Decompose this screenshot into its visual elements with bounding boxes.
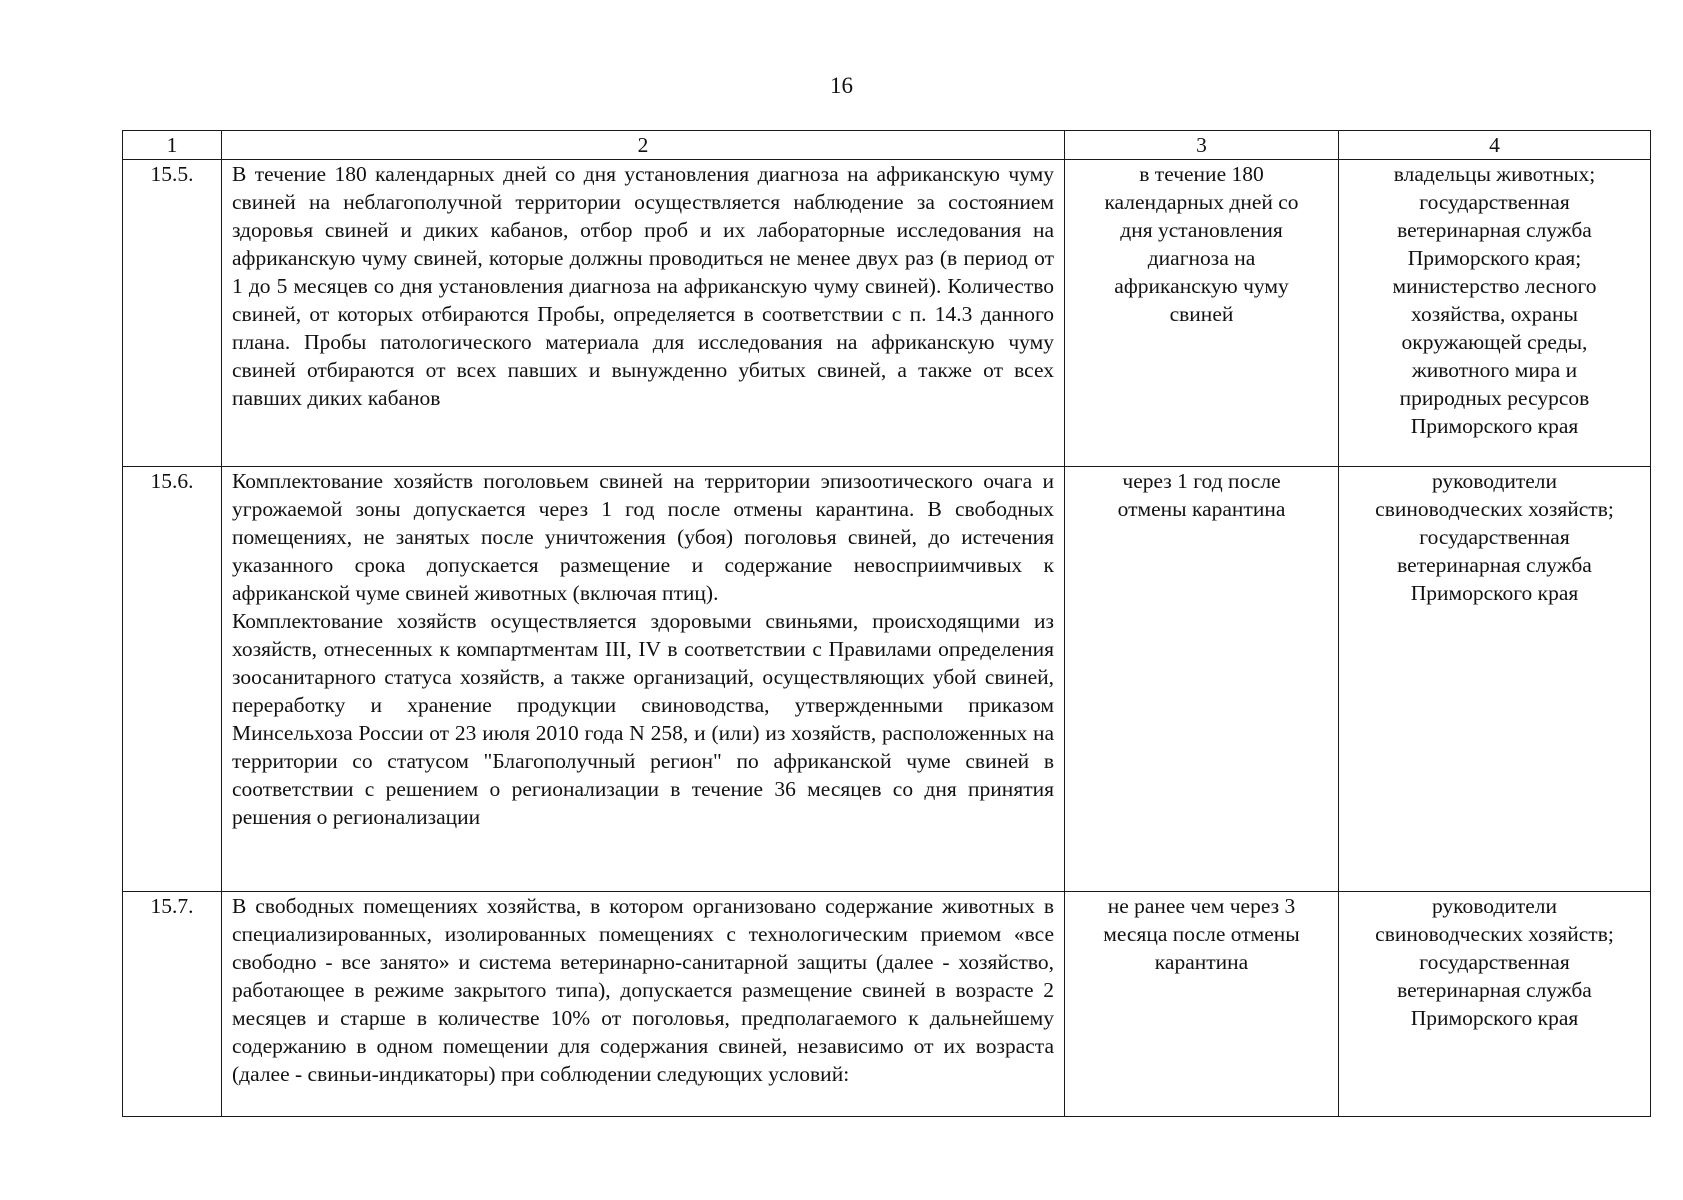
description-paragraph: В течение 180 календарных дней со дня установления диагноза на африканскую чуму свиней на неблагополучной территории осуществляется наблюдение за состоянием здоровья свиней и диких кабанов, отбор проб и их лабораторные исследования на африканскую чуму свиней, которые должны проводиться не менее двух раз (в период от 1 до 5 месяцев со дня установления диагноза на африканскую чуму свиней). Количество свиней, от которых отбираются Пробы, определяется в соответствии с п. 14.3 данного плана. Пробы патологического материала для исследования на африканскую чуму свиней отбираются от всех павших и вынужденно убитых свиней, а также от всех павших диких кабанов	[232, 162, 1054, 410]
term-line: африканскую чуму	[1114, 274, 1289, 298]
term-line: через 1 год после	[1122, 469, 1281, 493]
responsible-line: руководители	[1431, 469, 1558, 493]
measure-description	[222, 892, 1065, 1117]
column-header-1: 1	[123, 131, 222, 160]
responsible-line: Приморского края	[1410, 1006, 1579, 1030]
responsible-line: Приморского края	[1410, 414, 1579, 438]
responsible-parties	[1339, 892, 1651, 1117]
column-header-2: 2	[222, 131, 1065, 160]
responsible-line: государственная	[1419, 950, 1570, 974]
column-header-4: 4	[1339, 131, 1651, 160]
responsible-line: ветеринарная служба	[1397, 218, 1592, 242]
responsible-line: животного мира и	[1411, 358, 1578, 382]
responsible-line: владельцы животных;	[1393, 162, 1596, 186]
responsible-line: природных ресурсов	[1399, 386, 1590, 410]
row-number: 15.5.	[123, 160, 222, 467]
measures-table	[122, 130, 1651, 1117]
responsible-line: Приморского края	[1410, 581, 1579, 605]
description-paragraph: Комплектование хозяйств осуществляется здоровыми свиньями, происходящими из хозяйств, отнесенных к компартментам III, IV в соответствии с Правилами определения зоосанитарного статуса хозяйств, а также организаций, осуществляющих убой свиней, переработку и хранение продукции свиноводства, утвержденными приказом Минсельхоза России от 23 июля 2010 года N 258, и (или) из хозяйств, расположенных на территории со статусом "Благополучный регион" по африканской чуме свиней в соответствии с решением о регионализации в течение 36 месяцев со дня принятия решения о регионализации	[232, 609, 1054, 829]
term-line: свиней	[1169, 302, 1234, 326]
responsible-line: свиноводческих хозяйств;	[1375, 497, 1614, 521]
measure-term	[1065, 160, 1339, 467]
row-number: 15.6.	[123, 467, 222, 892]
table-header-row	[123, 131, 1651, 160]
table-row	[123, 892, 1651, 1117]
responsible-line: ветеринарная служба	[1397, 978, 1592, 1002]
term-line: карантина	[1154, 950, 1249, 974]
responsible-parties	[1339, 467, 1651, 892]
measure-description	[222, 467, 1065, 892]
row-number: 15.7.	[123, 892, 222, 1117]
responsible-line: государственная	[1419, 190, 1570, 214]
responsible-line: хозяйства, охраны	[1411, 302, 1578, 326]
term-line: отмены карантина	[1117, 497, 1286, 521]
term-line: диагноза на	[1147, 246, 1256, 270]
term-line: месяца после отмены	[1103, 922, 1300, 946]
measure-term	[1065, 892, 1339, 1117]
responsible-parties	[1339, 160, 1651, 467]
responsible-line: государственная	[1419, 525, 1570, 549]
responsible-line: министерство лесного	[1392, 274, 1597, 298]
term-line: не ранее чем через 3	[1107, 894, 1296, 918]
table-row	[123, 160, 1651, 467]
responsible-line: свиноводческих хозяйств;	[1375, 922, 1614, 946]
term-line: календарных дней со	[1104, 190, 1299, 214]
measure-description	[222, 160, 1065, 467]
page-number: 16	[830, 73, 853, 98]
column-header-3: 3	[1065, 131, 1339, 160]
term-line: в течение 180	[1139, 162, 1264, 186]
responsible-line: руководители	[1431, 894, 1558, 918]
description-paragraph: Комплектование хозяйств поголовьем свиней на территории эпизоотического очага и угрожаемой зоны допускается через 1 год после отмены карантина. В свободных помещениях, не занятых после уничтожения (убоя) поголовья свиней, до истечения указанного срока допускается размещение и содержание невосприимчивых к африканской чуме свиней животных (включая птиц).	[232, 469, 1054, 605]
responsible-line: ветеринарная служба	[1397, 553, 1592, 577]
responsible-line: окружающей среды,	[1401, 330, 1588, 354]
responsible-line: Приморского края;	[1407, 246, 1582, 270]
measure-term	[1065, 467, 1339, 892]
table-row	[123, 467, 1651, 892]
description-paragraph: В свободных помещениях хозяйства, в котором организовано содержание животных в специализированных, изолированных помещениях с технологическим приемом «все свободно - все занято» и система ветеринарно-санитарной защиты (далее - хозяйство, работающее в режиме закрытого типа), допускается размещение свиней в возрасте 2 месяцев и старше в количестве 10% от поголовья, предполагаемого к дальнейшему содержанию в одном помещении для содержания свиней, независимо от их возраста (далее - свиньи-индикаторы) при соблюдении следующих условий:	[232, 894, 1054, 1086]
term-line: дня установления	[1120, 218, 1283, 242]
